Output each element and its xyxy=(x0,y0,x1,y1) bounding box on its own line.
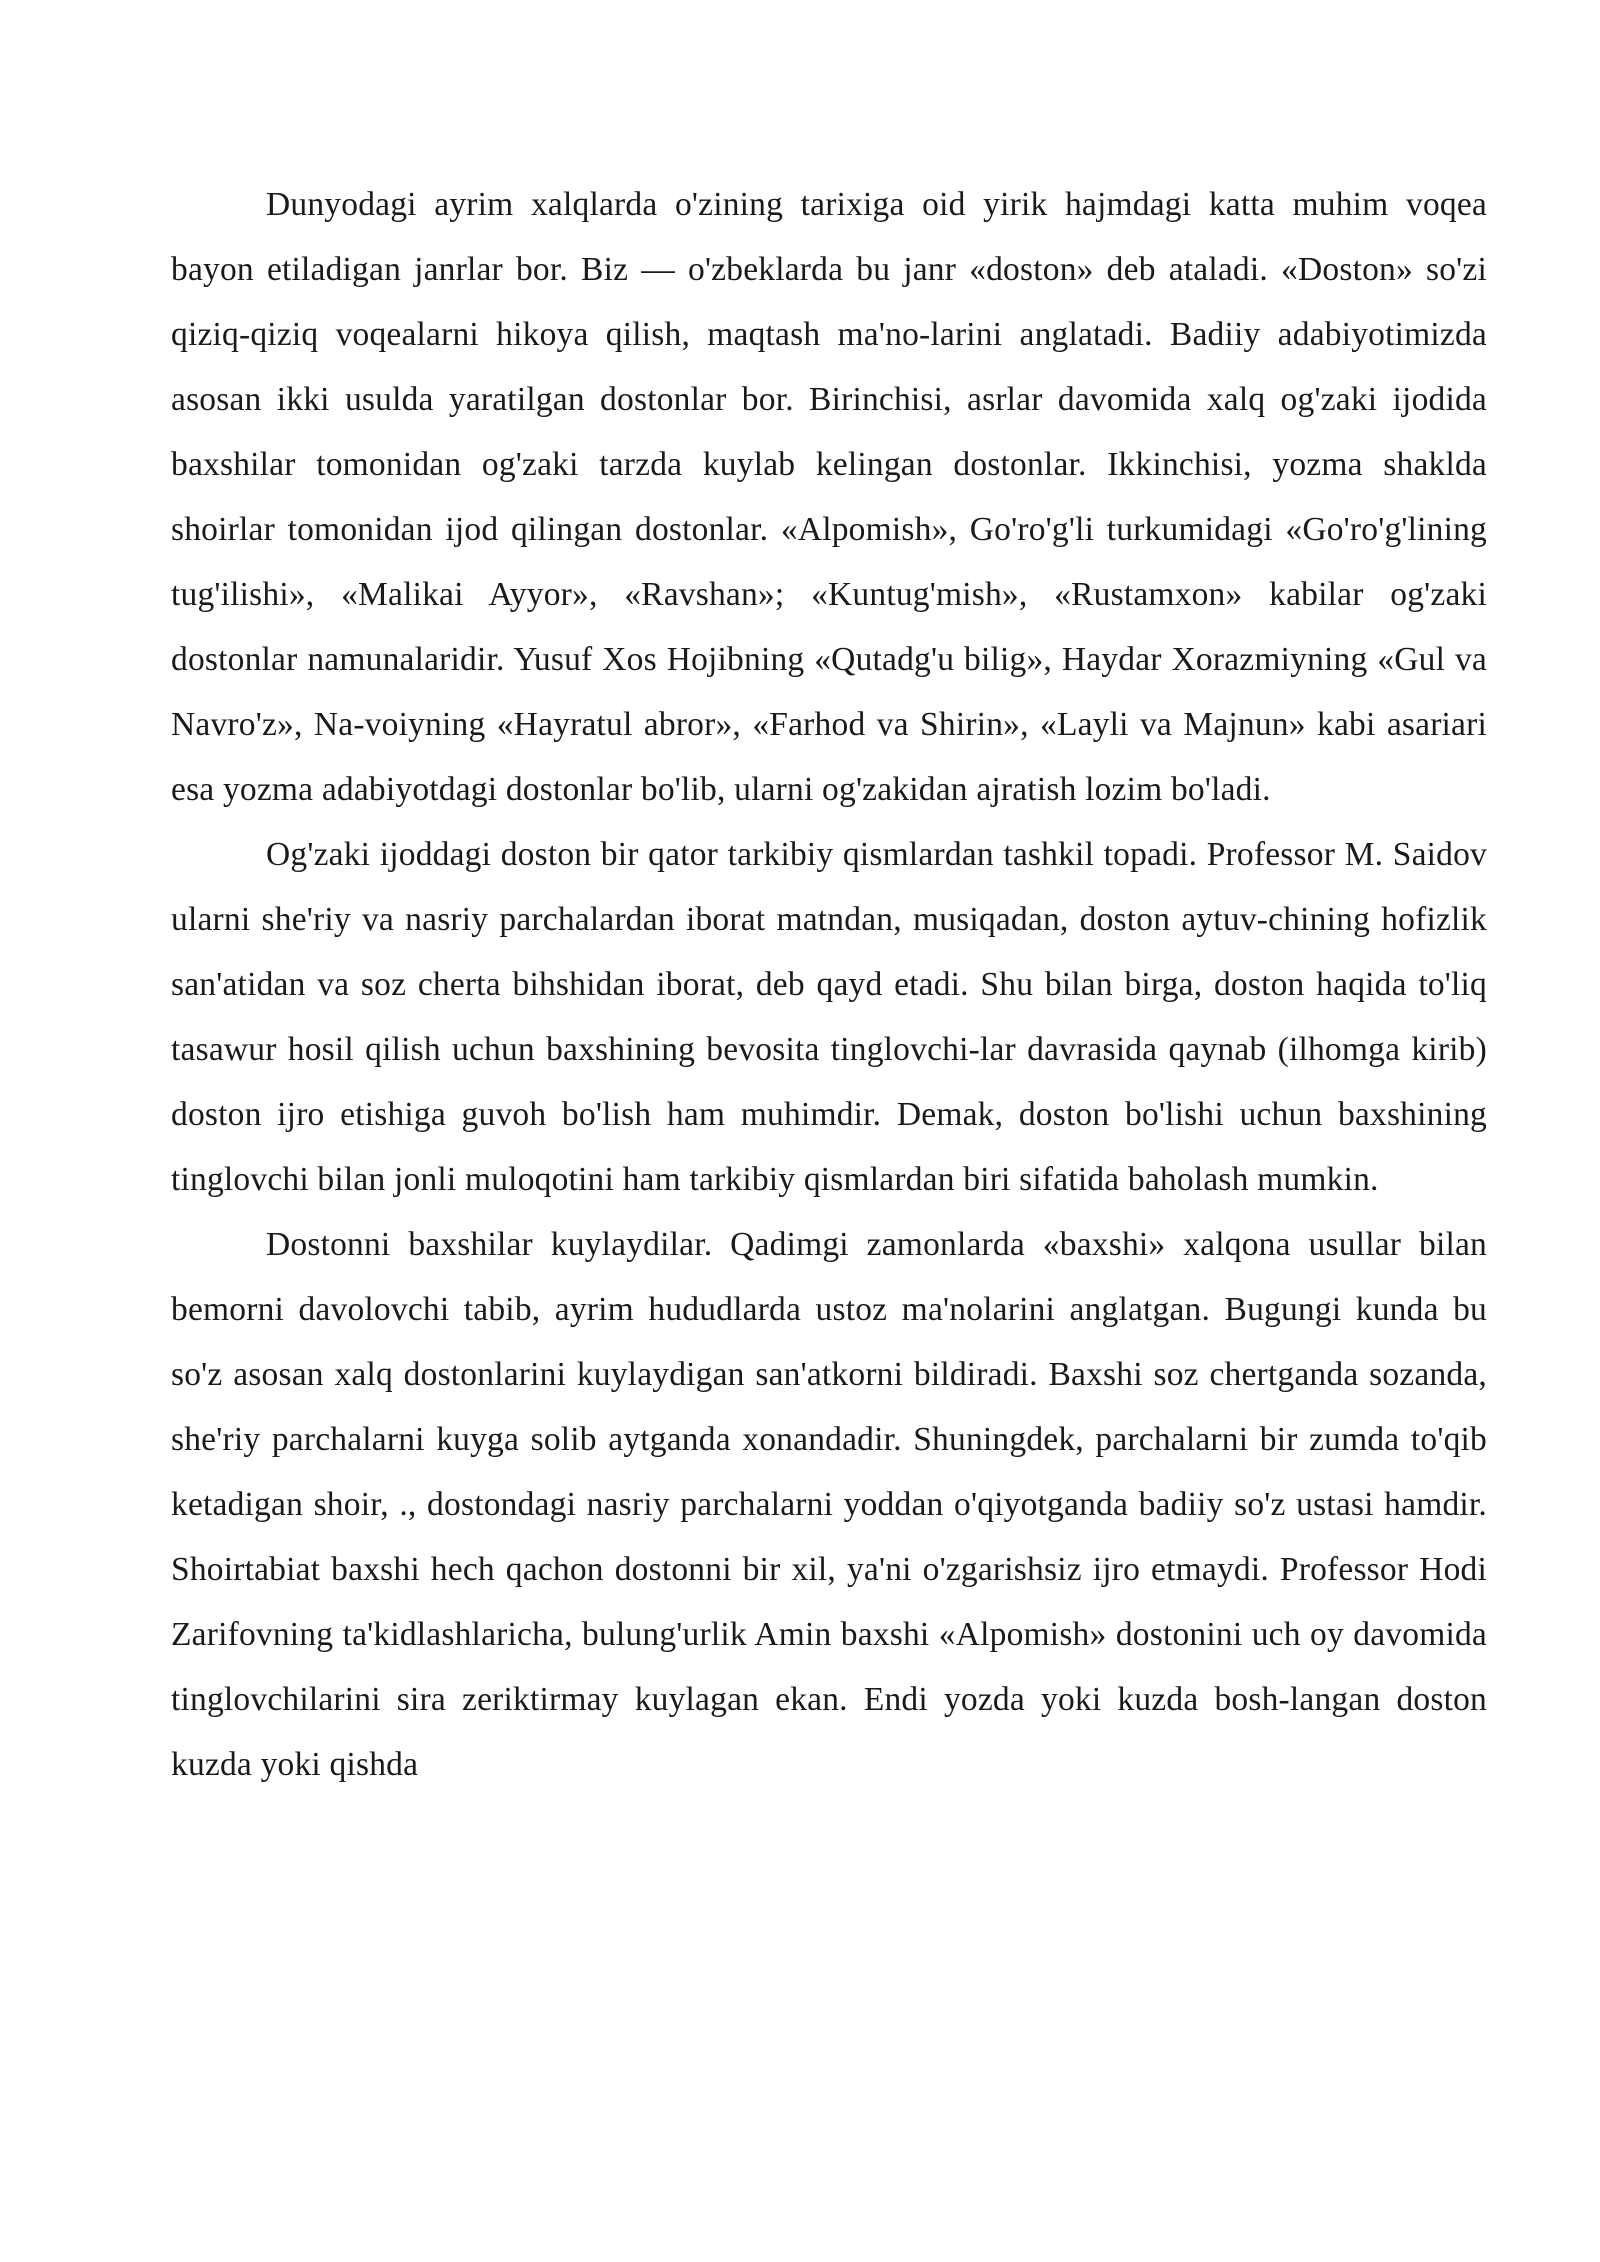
paragraph: Dostonni baxshilar kuylaydilar. Qadimgi zamonlarda «baxshi» xalqona usullar bilan bemorni davolovchi tabib, ayrim hududlarda ustoz ma'nolarini anglatgan. Bugungi kunda bu so'z asosan xalq dostonlarini kuylaydigan san'atkorni bildiradi. Baxshi soz chertganda sozanda, she'riy parchalarni kuyga solib aytganda xonandadir. Shuningdek, parchalarni bir zumda to'qib ketadigan shoir, ., dostondagi nasriy parchalarni yoddan o'qiyotganda badiiy so'z ustasi hamdir. Shoirtabiat baxshi hech qachon dostonni bir xil, ya'ni o'zgarishsiz ijro etmaydi. Professor Hodi Zarifovning ta'kidlashlaricha, bulung'urlik Amin baxshi «Alpomish» dostonini uch oy davomida tinglovchilarini sira zeriktirmay kuylagan ekan. Endi yozda yoki kuzda bosh-langan doston kuzda yoki qishda xyxy=(171,1226,1487,1783)
document-page xyxy=(171,172,1487,1797)
paragraph: Og'zaki ijoddagi doston bir qator tarkibiy qismlardan tashkil topadi. Professor M. Saidov ularni she'riy va nasriy parchalardan iborat matndan, musiqadan, doston aytuv-chining hofizlik san'atidan va soz cherta bihshidan iborat, deb qayd etadi. Shu bilan birga, doston haqida to'liq tasawur hosil qilish uchun baxshining bevosita tinglovchi-lar davrasida qaynab (ilhomga kirib) doston ijro etishiga guvoh bo'lish ham muhimdir. Demak, doston bo'lishi uchun baxshining tinglovchi bilan jonli muloqotini ham tarkibiy qismlardan biri sifatida baholash mumkin. xyxy=(171,836,1487,1198)
paragraph: Dunyodagi ayrim xalqlarda o'zining tarixiga oid yirik hajmdagi katta muhim voqea bayon etiladigan janrlar bor. Biz — o'zbeklarda bu janr «doston» deb ataladi. «Doston» so'zi qiziq-qiziq voqealarni hikoya qilish, maqtash ma'no-larini anglatadi. Badiiy adabiyotimizda asosan ikki usulda yaratilgan dostonlar bor. Birinchisi, asrlar davomida xalq og'zaki ijodida baxshilar tomonidan og'zaki tarzda kuylab kelingan dostonlar. Ikkinchisi, yozma shaklda shoirlar tomonidan ijod qilingan dostonlar. «Alpomish», Go'ro'g'li turkumidagi «Go'ro'g'lining tug'ilishi», «Malikai Ayyor», «Ravshan»; «Kuntug'mish», «Rustamxon» kabilar og'zaki dostonlar namunalaridir. Yusuf Xos Hojibning «Qutadg'u bilig», Haydar Xorazmiyning «Gul va Navro'z», Na-voiyning «Hayratul abror», «Farhod va Shirin», «Layli va Majnun» kabi asariari esa yozma adabiyotdagi dostonlar bo'lib, ularni og'zakidan ajratish lozim bo'ladi. xyxy=(171,186,1487,808)
